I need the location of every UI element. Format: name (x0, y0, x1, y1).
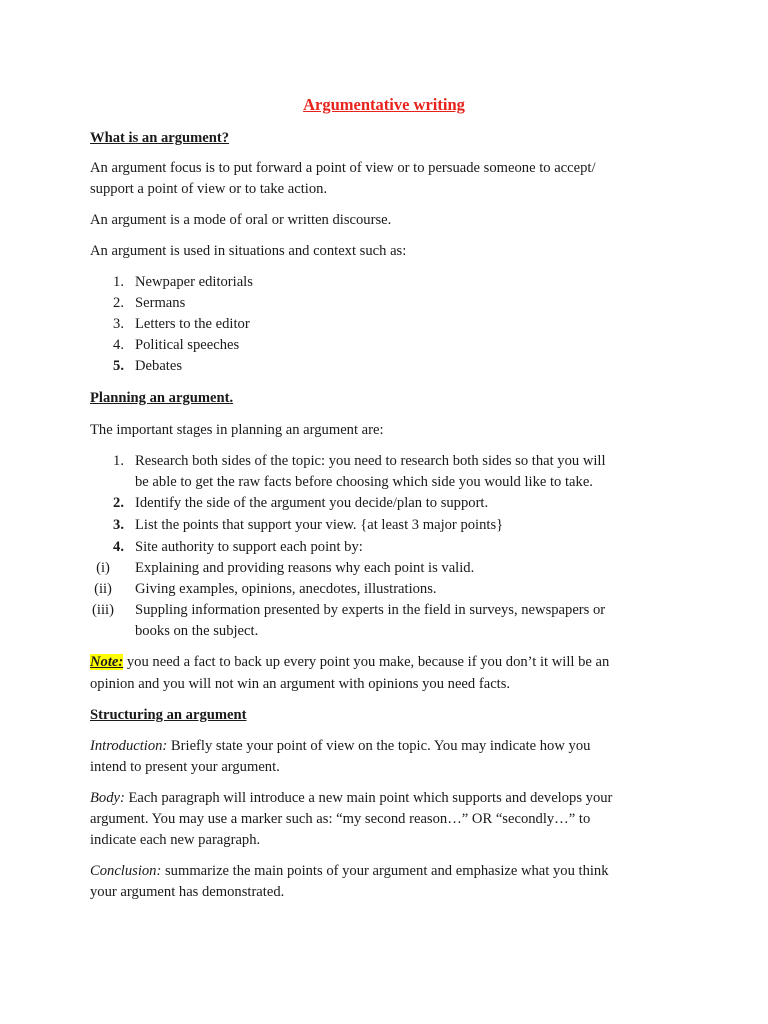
sublist-number: (iii) (92, 602, 114, 618)
introduction-label: Introduction: (90, 738, 168, 754)
list-item: Site authority to support each point by: (135, 539, 363, 555)
paragraph: An argument is a mode of oral or written discourse. (90, 212, 392, 228)
document-title: Argumentative writing (303, 95, 465, 114)
list-item: Identify the side of the argument you decide/plan to support. (135, 495, 489, 511)
conclusion-label: Conclusion: (90, 863, 162, 879)
list-item: List the points that support your view. {at least 3 major points} (135, 517, 504, 533)
sublist-item-line: Suppling information presented by experts in the field in surveys, newspapers or (135, 602, 606, 618)
list-item-line: be able to get the raw facts before choosing which side you would like to take. (135, 474, 593, 490)
paragraph-line: An argument focus is to put forward a point of view or to persuade someone to accept/ (90, 160, 596, 176)
sublist-item-line: books on the subject. (135, 623, 259, 639)
list-item: Newpaper editorials (135, 274, 253, 290)
note-label: Note: (90, 654, 124, 670)
conclusion-text: summarize the main points of your argument and emphasize what you think (161, 863, 609, 879)
section-heading-what-is-argument: What is an argument? (90, 130, 230, 146)
list-number: 3. (113, 517, 124, 533)
list-number: 3. (113, 316, 124, 332)
sublist-item: Giving examples, opinions, anecdotes, illustrations. (135, 581, 437, 597)
introduction-paragraph-line: intend to present your argument. (90, 759, 280, 775)
sublist-item: Explaining and providing reasons why each point is valid. (135, 560, 475, 576)
list-item-line: Research both sides of the topic: you need to research both sides so that you will (135, 453, 606, 469)
body-paragraph-line: indicate each new paragraph. (90, 832, 261, 848)
body-label: Body: (90, 790, 125, 806)
conclusion-paragraph-line (90, 861, 609, 882)
sublist-number: (i) (96, 560, 110, 576)
body-text: Each paragraph will introduce a new main point which supports and develops your (124, 790, 613, 806)
introduction-text: Briefly state your point of view on the topic. You may indicate how you (167, 738, 591, 754)
note-paragraph-line (90, 652, 609, 673)
paragraph: The important stages in planning an argument are: (90, 422, 384, 438)
list-item: Letters to the editor (135, 316, 250, 332)
list-number: 2. (113, 295, 124, 311)
paragraph-line: support a point of view or to take action. (90, 181, 328, 197)
section-heading-planning: Planning an argument. (90, 390, 234, 406)
list-item: Debates (135, 358, 183, 374)
conclusion-paragraph-line: your argument has demonstrated. (90, 884, 285, 900)
body-paragraph-line (90, 788, 612, 809)
section-heading-structuring: Structuring an argument (90, 707, 247, 723)
list-number: 1. (113, 274, 124, 290)
list-item: Sermans (135, 295, 186, 311)
note-text: you need a fact to back up every point you make, because if you don’t it will be an (123, 654, 610, 670)
list-number: 5. (113, 358, 124, 374)
sublist-number: (ii) (94, 581, 112, 597)
list-number: 4. (113, 539, 124, 555)
list-item: Political speeches (135, 337, 240, 353)
note-paragraph-line: opinion and you will not win an argument with opinions you need facts. (90, 676, 511, 692)
list-number: 2. (113, 495, 124, 511)
introduction-paragraph-line (90, 736, 590, 757)
body-paragraph-line: argument. You may use a marker such as: “my second reason…” OR “secondly…” to (90, 811, 591, 827)
list-number: 1. (113, 453, 124, 469)
list-number: 4. (113, 337, 124, 353)
paragraph: An argument is used in situations and context such as: (90, 243, 407, 259)
